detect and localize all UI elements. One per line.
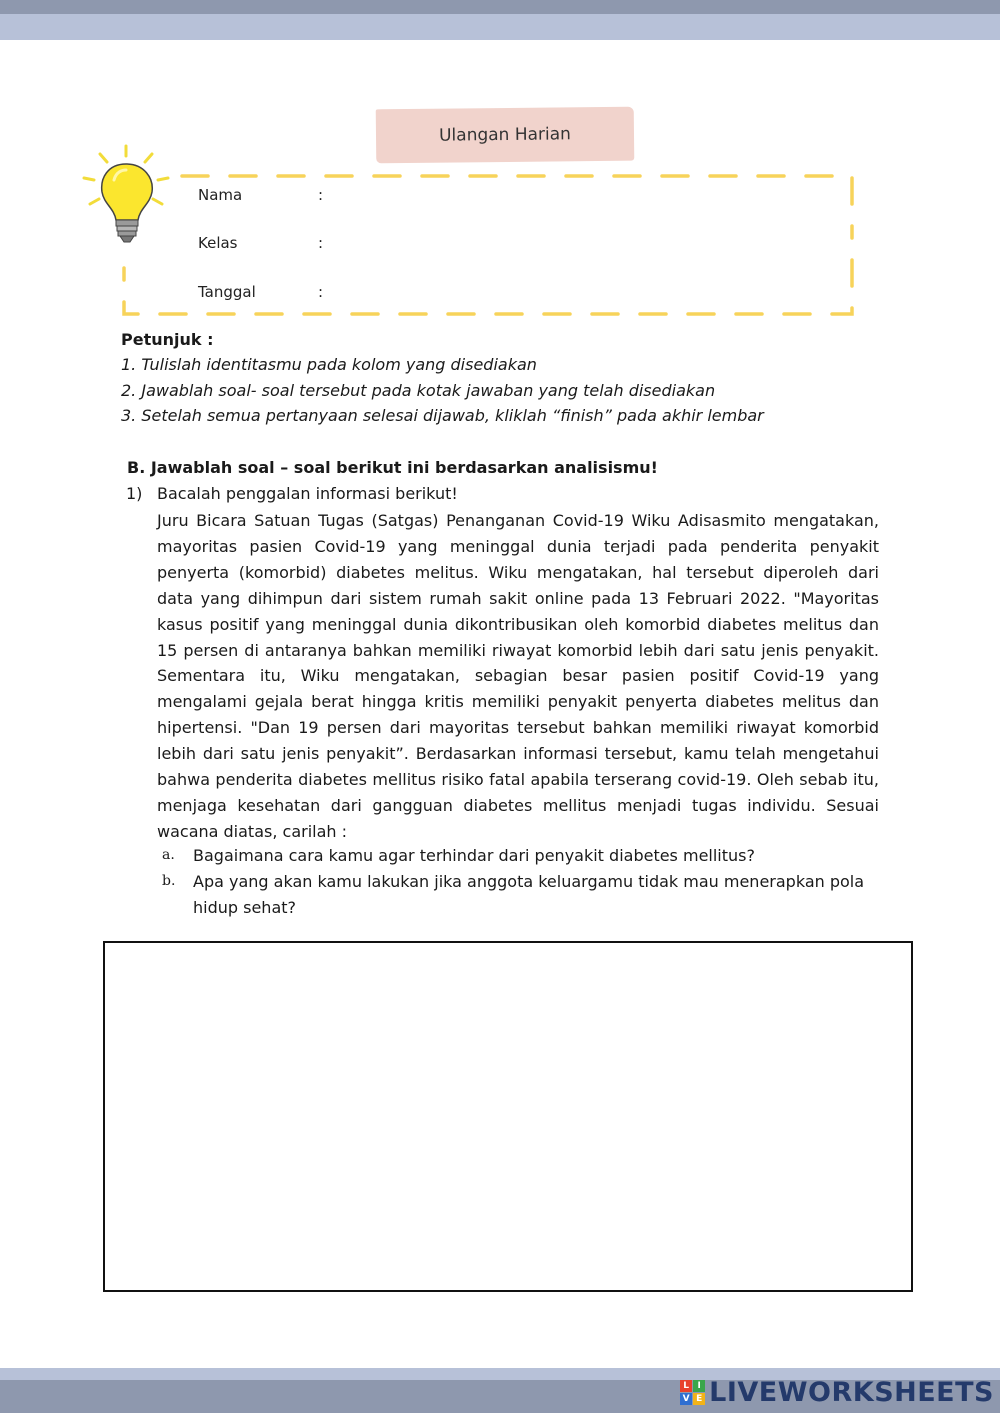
subquestion-text: Apa yang akan kamu lakukan jika anggota keluargamu tidak mau menerapkan pola hidup sehat? bbox=[193, 872, 865, 917]
question-number: 1) bbox=[126, 484, 143, 503]
name-label: Nama bbox=[198, 186, 243, 204]
subquestion-text: Bagaimana cara kamu agar terhindar dari penyakit diabetes mellitus? bbox=[193, 846, 755, 865]
page-title: Ulangan Harian bbox=[376, 107, 635, 164]
answer-textbox[interactable] bbox=[103, 941, 913, 1292]
name-separator: : bbox=[318, 186, 324, 204]
brand-name: LIVEWORKSHEETS bbox=[709, 1376, 994, 1408]
subquestion-marker: b. bbox=[162, 873, 176, 889]
instruction-step: 2. Jawablah soal- soal tersebut pada kotak jawaban yang telah disediakan bbox=[121, 380, 716, 400]
logo-letter: E bbox=[693, 1393, 705, 1405]
instruction-step: 3. Setelah semua pertanyaan selesai dijawab, kliklah “finish” pada akhir lembar bbox=[121, 406, 764, 425]
date-label: Tanggal bbox=[198, 283, 256, 301]
top-bar bbox=[0, 0, 1000, 40]
instructions-heading: Petunjuk : bbox=[121, 330, 214, 349]
class-label: Kelas bbox=[198, 234, 238, 252]
logo-letter: I bbox=[693, 1380, 705, 1392]
logo-letter: L bbox=[680, 1380, 692, 1392]
subquestion-marker: a. bbox=[162, 847, 175, 863]
logo-letter: V bbox=[680, 1393, 692, 1405]
instructions bbox=[121, 330, 881, 429]
section-heading: B. Jawablah soal – soal berikut ini berdasarkan analisismu! bbox=[127, 458, 658, 477]
question-intro: Bacalah penggalan informasi berikut! bbox=[157, 484, 458, 503]
instruction-step: 1. Tulislah identitasmu pada kolom yang disediakan bbox=[121, 355, 537, 374]
reading-passage: Juru Bicara Satuan Tugas (Satgas) Penanganan Covid-19 Wiku Adisasmito mengatakan, mayoritas pasien Covid-19 yang meninggal dunia terjadi pada penderita penyakit penyerta (komorbid) diabetes melitus. Wiku mengatakan, hal tersebut diperoleh dari data yang dihimpun dari sistem rumah sakit online pada 13 Februari 2022. "Mayoritas kasus positif yang meninggal dunia dikontribusikan oleh komorbid diabetes melitus dan 15 persen di antaranya bahkan memiliki riwayat komorbid lebih dari satu jenis penyakit. Sementara itu, Wiku mengatakan, sebagian besar pasien positif Covid-19 yang mengalami gejala berat hingga kritis memiliki penyakit penyerta diabetes melitus dan hipertensi. "Dan 19 persen dari mayoritas tersebut bahkan memiliki riwayat komorbid lebih dari satu jenis penyakit”. Berdasarkan informasi tersebut, kamu telah mengetahui bahwa penderita diabetes mellitus risiko fatal apabila terserang covid-19. Oleh sebab itu, menjaga kesehatan dari gangguan diabetes mellitus menjadi tugas individu. Sesuai wacana diatas, carilah : bbox=[157, 511, 879, 841]
logo-grid-icon bbox=[680, 1380, 705, 1405]
liveworksheets-logo[interactable] bbox=[680, 1376, 994, 1408]
class-separator: : bbox=[318, 234, 324, 252]
date-separator: : bbox=[318, 283, 324, 301]
